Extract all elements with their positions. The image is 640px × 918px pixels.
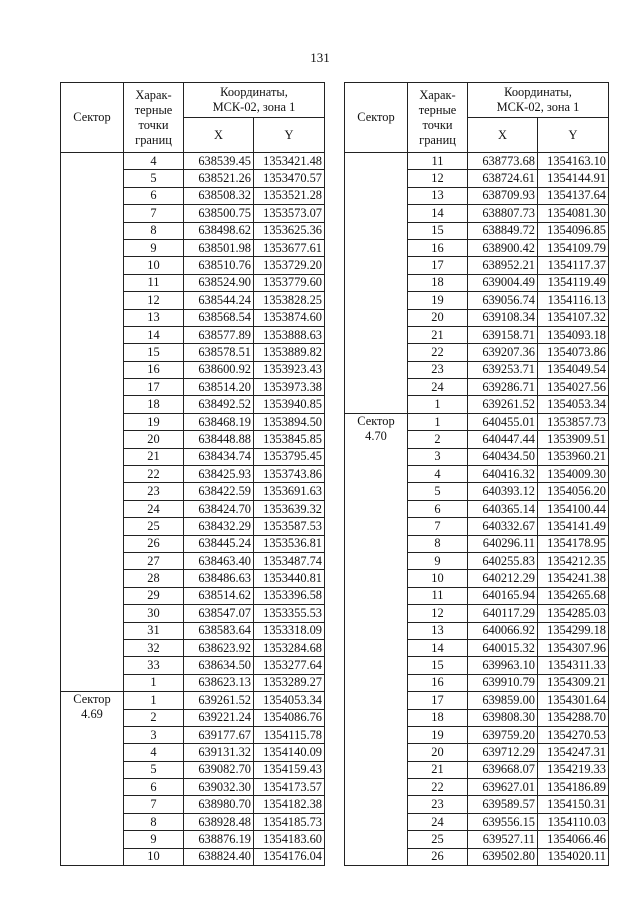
point-number: 7 xyxy=(124,205,184,222)
point-number: 17 xyxy=(408,692,468,709)
x-coordinate: 638524.90 xyxy=(184,274,254,291)
y-coordinate: 1354270.53 xyxy=(538,726,609,743)
y-coordinate: 1353277.64 xyxy=(254,657,325,674)
x-coordinate: 639627.01 xyxy=(468,779,538,796)
y-coordinate: 1353289.27 xyxy=(254,674,325,691)
point-number: 11 xyxy=(408,153,468,170)
point-number: 14 xyxy=(408,639,468,656)
point-number: 17 xyxy=(408,257,468,274)
point-number: 30 xyxy=(124,605,184,622)
x-coordinate: 639221.24 xyxy=(184,709,254,726)
point-number: 3 xyxy=(408,448,468,465)
y-coordinate: 1354212.35 xyxy=(538,552,609,569)
table-row xyxy=(61,153,325,170)
point-number: 22 xyxy=(408,779,468,796)
y-coordinate: 1354117.37 xyxy=(538,257,609,274)
y-coordinate: 1354141.49 xyxy=(538,518,609,535)
y-coordinate: 1354110.03 xyxy=(538,813,609,830)
point-number: 28 xyxy=(124,570,184,587)
y-coordinate: 1354247.31 xyxy=(538,744,609,761)
y-coordinate: 1353677.61 xyxy=(254,239,325,256)
point-number: 23 xyxy=(408,361,468,378)
point-number: 10 xyxy=(408,570,468,587)
x-coordinate: 638544.24 xyxy=(184,292,254,309)
y-coordinate: 1354265.68 xyxy=(538,587,609,604)
point-number: 4 xyxy=(124,744,184,761)
y-coordinate: 1353729.20 xyxy=(254,257,325,274)
x-coordinate: 639527.11 xyxy=(468,831,538,848)
x-coordinate: 640365.14 xyxy=(468,500,538,517)
point-number: 9 xyxy=(408,552,468,569)
y-coordinate: 1354053.34 xyxy=(254,692,325,709)
point-number: 21 xyxy=(124,448,184,465)
point-number: 8 xyxy=(408,535,468,552)
y-coordinate: 1354049.54 xyxy=(538,361,609,378)
page-number: 131 xyxy=(310,50,330,65)
y-coordinate: 1354178.95 xyxy=(538,535,609,552)
y-coordinate: 1353396.58 xyxy=(254,587,325,604)
x-coordinate: 639712.29 xyxy=(468,744,538,761)
x-coordinate: 639502.80 xyxy=(468,848,538,865)
point-number: 1 xyxy=(408,413,468,430)
y-coordinate: 1353743.86 xyxy=(254,466,325,483)
header-x: X xyxy=(184,118,254,153)
header-points: Харак- терные точки границ xyxy=(124,83,184,153)
y-coordinate: 1354311.33 xyxy=(538,657,609,674)
y-coordinate: 1354159.43 xyxy=(254,761,325,778)
y-coordinate: 1354285.03 xyxy=(538,605,609,622)
y-coordinate: 1354309.21 xyxy=(538,674,609,691)
point-number: 22 xyxy=(408,344,468,361)
point-number: 15 xyxy=(408,657,468,674)
y-coordinate: 1353625.36 xyxy=(254,222,325,239)
y-coordinate: 1353639.32 xyxy=(254,500,325,517)
y-coordinate: 1353470.57 xyxy=(254,170,325,187)
x-coordinate: 638463.40 xyxy=(184,552,254,569)
point-number: 16 xyxy=(124,361,184,378)
y-coordinate: 1354100.44 xyxy=(538,500,609,517)
sector-cell xyxy=(61,153,124,692)
y-coordinate: 1354299.18 xyxy=(538,622,609,639)
point-number: 5 xyxy=(124,761,184,778)
point-number: 26 xyxy=(124,535,184,552)
point-number: 18 xyxy=(408,274,468,291)
x-coordinate: 639056.74 xyxy=(468,292,538,309)
x-coordinate: 639253.71 xyxy=(468,361,538,378)
point-number: 21 xyxy=(408,326,468,343)
point-number: 20 xyxy=(408,744,468,761)
x-coordinate: 640434.50 xyxy=(468,448,538,465)
y-coordinate: 1354137.64 xyxy=(538,187,609,204)
point-number: 26 xyxy=(408,848,468,865)
point-number: 29 xyxy=(124,587,184,604)
table-row xyxy=(345,413,609,430)
x-coordinate: 638773.68 xyxy=(468,153,538,170)
y-coordinate: 1353973.38 xyxy=(254,379,325,396)
point-number: 16 xyxy=(408,239,468,256)
y-coordinate: 1353874.60 xyxy=(254,309,325,326)
y-coordinate: 1354176.04 xyxy=(254,848,325,865)
y-coordinate: 1353795.45 xyxy=(254,448,325,465)
x-coordinate: 640296.11 xyxy=(468,535,538,552)
point-number: 7 xyxy=(408,518,468,535)
x-coordinate: 639158.71 xyxy=(468,326,538,343)
x-coordinate: 638578.51 xyxy=(184,344,254,361)
x-coordinate: 638952.21 xyxy=(468,257,538,274)
point-number: 23 xyxy=(124,483,184,500)
point-number: 32 xyxy=(124,639,184,656)
header-coordinates: Координаты, МСК-02, зона 1 xyxy=(184,83,325,118)
x-coordinate: 638849.72 xyxy=(468,222,538,239)
y-coordinate: 1353857.73 xyxy=(538,413,609,430)
y-coordinate: 1354093.18 xyxy=(538,326,609,343)
point-number: 24 xyxy=(124,500,184,517)
header-sector: Сектор xyxy=(345,83,408,153)
header-y: Y xyxy=(254,118,325,153)
x-coordinate: 638724.61 xyxy=(468,170,538,187)
x-coordinate: 639207.36 xyxy=(468,344,538,361)
point-number: 3 xyxy=(124,726,184,743)
point-number: 13 xyxy=(124,309,184,326)
x-coordinate: 639286.71 xyxy=(468,379,538,396)
x-coordinate: 640015.32 xyxy=(468,639,538,656)
point-number: 22 xyxy=(124,466,184,483)
y-coordinate: 1354020.11 xyxy=(538,848,609,865)
x-coordinate: 639556.15 xyxy=(468,813,538,830)
x-coordinate: 638486.63 xyxy=(184,570,254,587)
point-number: 12 xyxy=(408,170,468,187)
y-coordinate: 1353521.28 xyxy=(254,187,325,204)
x-coordinate: 638425.93 xyxy=(184,466,254,483)
y-coordinate: 1353587.53 xyxy=(254,518,325,535)
y-coordinate: 1353894.50 xyxy=(254,413,325,430)
y-coordinate: 1353487.74 xyxy=(254,552,325,569)
x-coordinate: 638634.50 xyxy=(184,657,254,674)
point-number: 6 xyxy=(124,187,184,204)
y-coordinate: 1353440.81 xyxy=(254,570,325,587)
x-coordinate: 639108.34 xyxy=(468,309,538,326)
y-coordinate: 1353536.81 xyxy=(254,535,325,552)
y-coordinate: 1354307.96 xyxy=(538,639,609,656)
point-number: 9 xyxy=(124,239,184,256)
point-number: 15 xyxy=(124,344,184,361)
y-coordinate: 1354186.89 xyxy=(538,779,609,796)
y-coordinate: 1353960.21 xyxy=(538,448,609,465)
y-coordinate: 1354109.79 xyxy=(538,239,609,256)
y-coordinate: 1354119.49 xyxy=(538,274,609,291)
point-number: 2 xyxy=(124,709,184,726)
x-coordinate: 638501.98 xyxy=(184,239,254,256)
y-coordinate: 1354163.10 xyxy=(538,153,609,170)
coordinates-table-left xyxy=(60,82,325,866)
y-coordinate: 1353940.85 xyxy=(254,396,325,413)
x-coordinate: 638577.89 xyxy=(184,326,254,343)
y-coordinate: 1354056.20 xyxy=(538,483,609,500)
point-number: 33 xyxy=(124,657,184,674)
x-coordinate: 638422.59 xyxy=(184,483,254,500)
x-coordinate: 638623.92 xyxy=(184,639,254,656)
point-number: 14 xyxy=(124,326,184,343)
point-number: 27 xyxy=(124,552,184,569)
x-coordinate: 639963.10 xyxy=(468,657,538,674)
y-coordinate: 1354009.30 xyxy=(538,466,609,483)
x-coordinate: 638583.64 xyxy=(184,622,254,639)
point-number: 4 xyxy=(124,153,184,170)
x-coordinate: 639004.49 xyxy=(468,274,538,291)
x-coordinate: 640165.94 xyxy=(468,587,538,604)
x-coordinate: 640416.32 xyxy=(468,466,538,483)
y-coordinate: 1354086.76 xyxy=(254,709,325,726)
x-coordinate: 639859.00 xyxy=(468,692,538,709)
x-coordinate: 640455.01 xyxy=(468,413,538,430)
x-coordinate: 638514.20 xyxy=(184,379,254,396)
point-number: 12 xyxy=(124,292,184,309)
y-coordinate: 1353691.63 xyxy=(254,483,325,500)
x-coordinate: 639261.52 xyxy=(184,692,254,709)
point-number: 6 xyxy=(124,779,184,796)
point-number: 5 xyxy=(408,483,468,500)
x-coordinate: 639261.52 xyxy=(468,396,538,413)
y-coordinate: 1354096.85 xyxy=(538,222,609,239)
x-coordinate: 639589.57 xyxy=(468,796,538,813)
point-number: 6 xyxy=(408,500,468,517)
point-number: 10 xyxy=(124,257,184,274)
point-number: 1 xyxy=(408,396,468,413)
point-number: 25 xyxy=(408,831,468,848)
point-number: 9 xyxy=(124,831,184,848)
x-coordinate: 638445.24 xyxy=(184,535,254,552)
x-coordinate: 638824.40 xyxy=(184,848,254,865)
table-row xyxy=(345,153,609,170)
x-coordinate: 640255.83 xyxy=(468,552,538,569)
point-number: 13 xyxy=(408,187,468,204)
y-coordinate: 1354116.13 xyxy=(538,292,609,309)
y-coordinate: 1354219.33 xyxy=(538,761,609,778)
y-coordinate: 1354107.32 xyxy=(538,309,609,326)
y-coordinate: 1354301.64 xyxy=(538,692,609,709)
point-number: 19 xyxy=(124,413,184,430)
x-coordinate: 638424.70 xyxy=(184,500,254,517)
x-coordinate: 638498.62 xyxy=(184,222,254,239)
y-coordinate: 1353889.82 xyxy=(254,344,325,361)
x-coordinate: 640212.29 xyxy=(468,570,538,587)
point-number: 1 xyxy=(124,674,184,691)
y-coordinate: 1354150.31 xyxy=(538,796,609,813)
point-number: 8 xyxy=(124,813,184,830)
x-coordinate: 638500.75 xyxy=(184,205,254,222)
y-coordinate: 1354144.91 xyxy=(538,170,609,187)
point-number: 11 xyxy=(408,587,468,604)
y-coordinate: 1353923.43 xyxy=(254,361,325,378)
point-number: 31 xyxy=(124,622,184,639)
point-number: 2 xyxy=(408,431,468,448)
point-number: 11 xyxy=(124,274,184,291)
x-coordinate: 638623.13 xyxy=(184,674,254,691)
point-number: 25 xyxy=(124,518,184,535)
point-number: 20 xyxy=(408,309,468,326)
point-number: 19 xyxy=(408,726,468,743)
point-number: 21 xyxy=(408,761,468,778)
point-number: 12 xyxy=(408,605,468,622)
x-coordinate: 638928.48 xyxy=(184,813,254,830)
x-coordinate: 640332.67 xyxy=(468,518,538,535)
y-coordinate: 1353888.63 xyxy=(254,326,325,343)
point-number: 10 xyxy=(124,848,184,865)
header-y: Y xyxy=(538,118,609,153)
y-coordinate: 1354241.38 xyxy=(538,570,609,587)
x-coordinate: 638468.19 xyxy=(184,413,254,430)
x-coordinate: 638900.42 xyxy=(468,239,538,256)
y-coordinate: 1354288.70 xyxy=(538,709,609,726)
y-coordinate: 1353828.25 xyxy=(254,292,325,309)
y-coordinate: 1353845.85 xyxy=(254,431,325,448)
x-coordinate: 638508.32 xyxy=(184,187,254,204)
x-coordinate: 638521.26 xyxy=(184,170,254,187)
x-coordinate: 638432.29 xyxy=(184,518,254,535)
y-coordinate: 1354140.09 xyxy=(254,744,325,761)
x-coordinate: 638434.74 xyxy=(184,448,254,465)
point-number: 23 xyxy=(408,796,468,813)
point-number: 13 xyxy=(408,622,468,639)
y-coordinate: 1354173.57 xyxy=(254,779,325,796)
y-coordinate: 1353284.68 xyxy=(254,639,325,656)
x-coordinate: 638448.88 xyxy=(184,431,254,448)
y-coordinate: 1354185.73 xyxy=(254,813,325,830)
sector-cell xyxy=(345,153,408,414)
y-coordinate: 1353573.07 xyxy=(254,205,325,222)
x-coordinate: 638600.92 xyxy=(184,361,254,378)
y-coordinate: 1354081.30 xyxy=(538,205,609,222)
point-number: 20 xyxy=(124,431,184,448)
x-coordinate: 638547.07 xyxy=(184,605,254,622)
header-sector: Сектор xyxy=(61,83,124,153)
x-coordinate: 638510.76 xyxy=(184,257,254,274)
sector-cell: Сектор 4.69 xyxy=(61,692,124,866)
y-coordinate: 1354183.60 xyxy=(254,831,325,848)
y-coordinate: 1354073.86 xyxy=(538,344,609,361)
y-coordinate: 1354066.46 xyxy=(538,831,609,848)
y-coordinate: 1353421.48 xyxy=(254,153,325,170)
x-coordinate: 638980.70 xyxy=(184,796,254,813)
y-coordinate: 1354053.34 xyxy=(538,396,609,413)
x-coordinate: 638709.93 xyxy=(468,187,538,204)
x-coordinate: 639808.30 xyxy=(468,709,538,726)
x-coordinate: 639668.07 xyxy=(468,761,538,778)
sector-cell: Сектор 4.70 xyxy=(345,413,408,865)
y-coordinate: 1354182.38 xyxy=(254,796,325,813)
point-number: 7 xyxy=(124,796,184,813)
x-coordinate: 640117.29 xyxy=(468,605,538,622)
x-coordinate: 640447.44 xyxy=(468,431,538,448)
x-coordinate: 638492.52 xyxy=(184,396,254,413)
point-number: 19 xyxy=(408,292,468,309)
table-row xyxy=(61,692,325,709)
point-number: 4 xyxy=(408,466,468,483)
x-coordinate: 638876.19 xyxy=(184,831,254,848)
x-coordinate: 639177.67 xyxy=(184,726,254,743)
x-coordinate: 640066.92 xyxy=(468,622,538,639)
point-number: 8 xyxy=(124,222,184,239)
x-coordinate: 639032.30 xyxy=(184,779,254,796)
header-points: Харак- терные точки границ xyxy=(408,83,468,153)
point-number: 15 xyxy=(408,222,468,239)
x-coordinate: 640393.12 xyxy=(468,483,538,500)
x-coordinate: 638807.73 xyxy=(468,205,538,222)
x-coordinate: 639759.20 xyxy=(468,726,538,743)
y-coordinate: 1353779.60 xyxy=(254,274,325,291)
point-number: 16 xyxy=(408,674,468,691)
y-coordinate: 1353909.51 xyxy=(538,431,609,448)
table-body xyxy=(61,153,325,866)
x-coordinate: 638539.45 xyxy=(184,153,254,170)
point-number: 17 xyxy=(124,379,184,396)
point-number: 14 xyxy=(408,205,468,222)
point-number: 18 xyxy=(124,396,184,413)
point-number: 5 xyxy=(124,170,184,187)
header-coordinates: Координаты, МСК-02, зона 1 xyxy=(468,83,609,118)
y-coordinate: 1353318.09 xyxy=(254,622,325,639)
x-coordinate: 638514.62 xyxy=(184,587,254,604)
header-x: X xyxy=(468,118,538,153)
y-coordinate: 1354027.56 xyxy=(538,379,609,396)
coordinates-table-right xyxy=(344,82,609,866)
point-number: 1 xyxy=(124,692,184,709)
y-coordinate: 1354115.78 xyxy=(254,726,325,743)
y-coordinate: 1353355.53 xyxy=(254,605,325,622)
x-coordinate: 639082.70 xyxy=(184,761,254,778)
x-coordinate: 639910.79 xyxy=(468,674,538,691)
point-number: 18 xyxy=(408,709,468,726)
point-number: 24 xyxy=(408,813,468,830)
x-coordinate: 638568.54 xyxy=(184,309,254,326)
x-coordinate: 639131.32 xyxy=(184,744,254,761)
point-number: 24 xyxy=(408,379,468,396)
table-body xyxy=(345,153,609,866)
